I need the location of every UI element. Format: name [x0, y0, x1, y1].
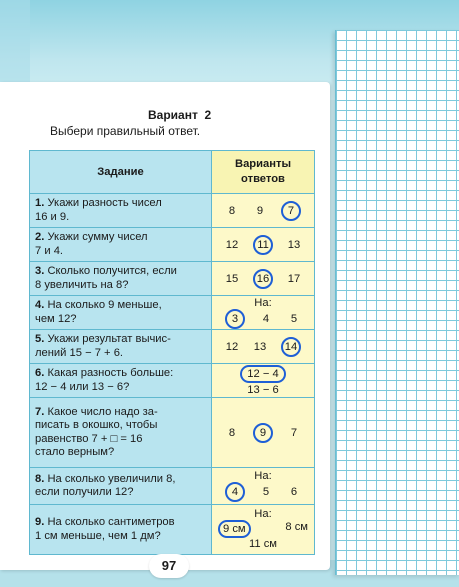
task-text-line: писать в окошко, чтобы [35, 419, 158, 431]
answer-option[interactable]: 9 [256, 204, 264, 217]
answer-option-circled[interactable]: 4 [225, 482, 245, 502]
answer-cell [212, 194, 315, 228]
task-text-line: чем 12? [35, 312, 77, 325]
table-header-row [30, 151, 315, 194]
header-answers-line1: Варианты [234, 158, 292, 170]
table-row [30, 505, 315, 555]
answer-option-circled[interactable]: 7 [281, 201, 301, 221]
answer-option[interactable]: 8 см [285, 521, 308, 533]
graph-paper-grid [335, 30, 459, 575]
header-answers-line2: ответов [241, 173, 285, 185]
tasks-table [29, 150, 315, 555]
header-task: Задание [30, 151, 212, 194]
answer-cell [212, 468, 315, 505]
answer-cell [212, 262, 315, 296]
task-number: 6. [35, 367, 45, 379]
answer-option[interactable]: 5 [262, 486, 270, 498]
table-row [30, 194, 315, 228]
table-row [30, 364, 315, 398]
task-cell [30, 228, 212, 262]
table-row [30, 398, 315, 468]
answer-option[interactable]: 17 [287, 272, 301, 285]
task-cell [30, 505, 212, 555]
task-text-line: Какое число надо за- [44, 405, 158, 418]
answer-option[interactable]: 8 [228, 426, 236, 439]
task-text-line: На сколько 9 меньше, [44, 299, 162, 311]
task-text-line: Укажи результат вычис- [44, 333, 171, 345]
task-cell [30, 296, 212, 330]
task-text-line: На сколько увеличили 8, [44, 472, 176, 485]
task-number: 8. [35, 472, 45, 485]
answer-option-circled[interactable]: 14 [281, 337, 301, 357]
page-number: 97 [149, 554, 189, 578]
answer-option[interactable]: 5 [290, 312, 298, 325]
answer-option-circled[interactable]: 9 см [218, 520, 251, 538]
answer-option-circled[interactable]: 12 − 4 [240, 365, 285, 383]
task-number: 2. [35, 231, 45, 243]
task-text-line: Укажи разность чисел [44, 197, 162, 209]
answer-option[interactable]: 12 [225, 340, 239, 353]
task-text-line: Сколько получится, если [44, 265, 177, 277]
table-row [30, 296, 315, 330]
task-number: 3. [35, 265, 45, 277]
answer-option[interactable]: 7 [290, 426, 298, 439]
instruction-text: Выбери правильный ответ. [50, 124, 201, 138]
task-text-line: На сколько сантиметров [44, 516, 175, 528]
answer-option[interactable]: 15 [225, 272, 239, 285]
answer-option[interactable]: 6 [290, 486, 298, 498]
table-row [30, 228, 315, 262]
header-answers [212, 151, 315, 194]
answer-option[interactable]: 13 − 6 [247, 383, 279, 396]
answer-prefix: На: [254, 508, 272, 520]
answer-option[interactable]: 8 [228, 204, 236, 217]
task-text-line: если получили 12? [35, 486, 134, 498]
answer-option[interactable]: 11 см [248, 538, 277, 550]
table-row [30, 330, 315, 364]
task-text-line: Укажи сумму чисел [44, 231, 148, 243]
task-text-line: 8 увеличить на 8? [35, 278, 129, 291]
task-text-line: лений 15 − 7 + 6. [35, 346, 124, 359]
task-text-line: Какая разность больше: [44, 367, 174, 379]
answer-cell [212, 296, 315, 330]
answer-option-circled[interactable]: 9 [253, 423, 273, 443]
answer-cell [212, 228, 315, 262]
task-number: 5. [35, 333, 45, 345]
task-text-line: 12 − 4 или 13 − 6? [35, 380, 130, 393]
variant-title: Вариант 2 [148, 108, 212, 122]
task-cell [30, 468, 212, 505]
answer-option-circled[interactable]: 3 [225, 309, 245, 329]
task-text-line: 1 см меньше, чем 1 дм? [35, 529, 161, 542]
task-number: 9. [35, 516, 45, 528]
answer-option[interactable]: 13 [287, 238, 301, 251]
task-cell [30, 262, 212, 296]
answer-option-circled[interactable]: 16 [253, 269, 273, 289]
answer-cell [212, 364, 315, 398]
table-row [30, 262, 315, 296]
answer-cell [212, 398, 315, 468]
task-number: 1. [35, 197, 45, 209]
table-row [30, 468, 315, 505]
answer-option[interactable]: 4 [262, 312, 270, 325]
task-number: 7. [35, 405, 45, 418]
task-text-line: 16 и 9. [35, 210, 70, 223]
task-number: 4. [35, 299, 45, 311]
answer-prefix: На: [254, 296, 272, 309]
task-text-line: 7 и 4. [35, 244, 64, 257]
answer-option-circled[interactable]: 11 [253, 235, 273, 255]
task-cell [30, 330, 212, 364]
answer-cell [212, 330, 315, 364]
answer-cell [212, 505, 315, 555]
task-cell [30, 194, 212, 228]
answer-option[interactable]: 13 [253, 340, 267, 353]
task-cell [30, 364, 212, 398]
answer-option[interactable]: 12 [225, 238, 239, 251]
task-text-line: равенство 7 + □ = 16 [35, 432, 143, 445]
answer-prefix: На: [254, 470, 272, 482]
task-cell [30, 398, 212, 468]
task-text-line: стало верным? [35, 446, 115, 458]
